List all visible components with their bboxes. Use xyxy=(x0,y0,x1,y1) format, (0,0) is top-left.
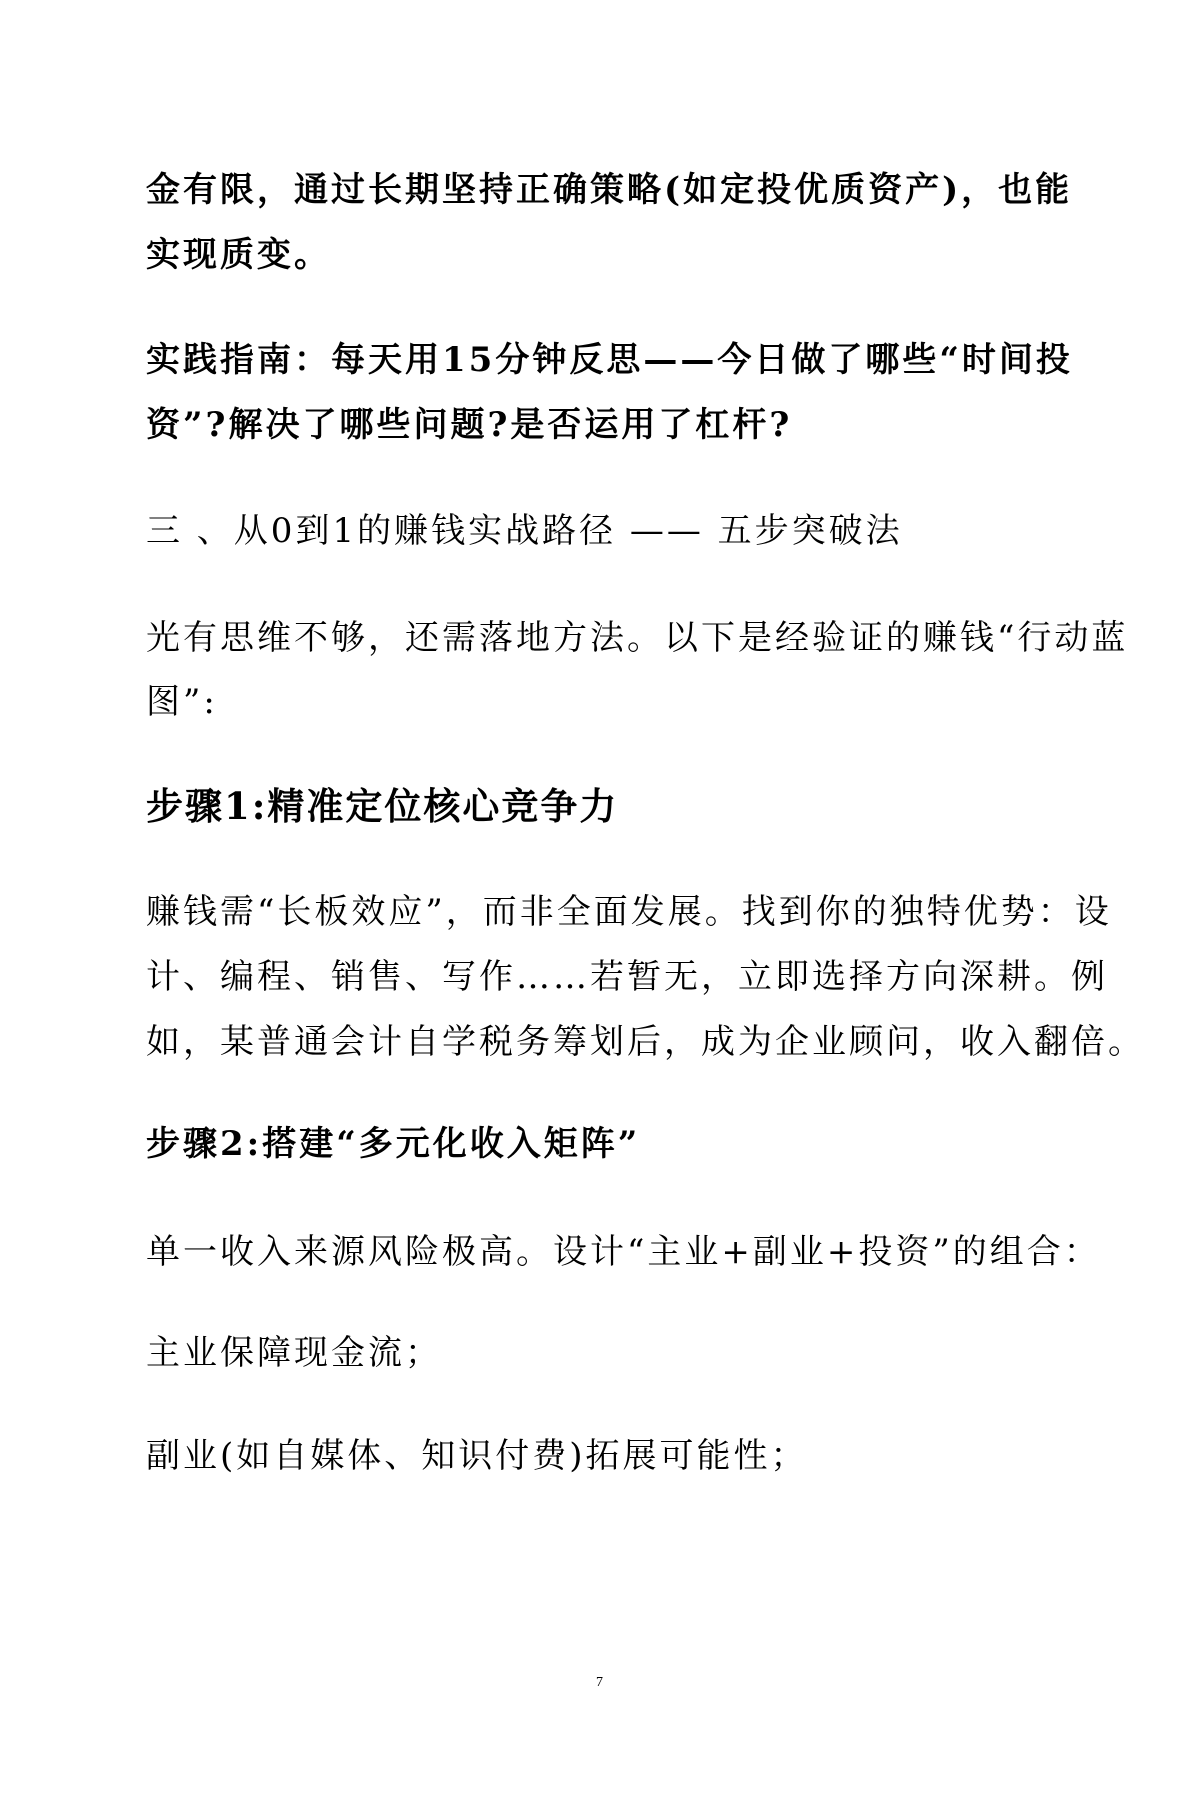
practice-guide-line: 实践指南：每天用15分钟反思——今日做了哪些“时间投 xyxy=(146,340,1073,380)
paragraph-line: 实现质变。 xyxy=(146,235,331,275)
page-number: 7 xyxy=(596,1675,603,1690)
list-item: 副业(如自媒体、知识付费)拓展可能性； xyxy=(146,1436,808,1476)
step-heading: 步骤2:搭建“多元化收入矩阵” xyxy=(146,1124,641,1164)
paragraph-line: 单一收入来源风险极高。设计“主业+副业+投资”的组合： xyxy=(146,1232,1101,1272)
paragraph-line: 赚钱需“长板效应”，而非全面发展。找到你的独特优势：设 xyxy=(146,892,1112,932)
step-heading: 步骤1:精准定位核心竞争力 xyxy=(146,784,619,828)
practice-guide-line: 资”?解决了哪些问题?是否运用了杠杆? xyxy=(146,405,793,445)
paragraph-line: 计、编程、销售、写作……若暂无，立即选择方向深耕。例 xyxy=(146,957,1108,997)
paragraph-line: 金有限，通过长期坚持正确策略(如定投优质资产)，也能 xyxy=(146,170,1073,210)
list-item: 主业保障现金流； xyxy=(146,1333,442,1373)
paragraph-line: 图”: xyxy=(146,682,218,722)
section-title: 三 、从0到1的赚钱实战路径 —— 五步突破法 xyxy=(146,511,903,551)
paragraph-line: 光有思维不够，还需落地方法。以下是经验证的赚钱“行动蓝 xyxy=(146,618,1129,658)
paragraph-line: 如，某普通会计自学税务筹划后，成为企业顾问，收入翻倍。 xyxy=(146,1022,1145,1062)
